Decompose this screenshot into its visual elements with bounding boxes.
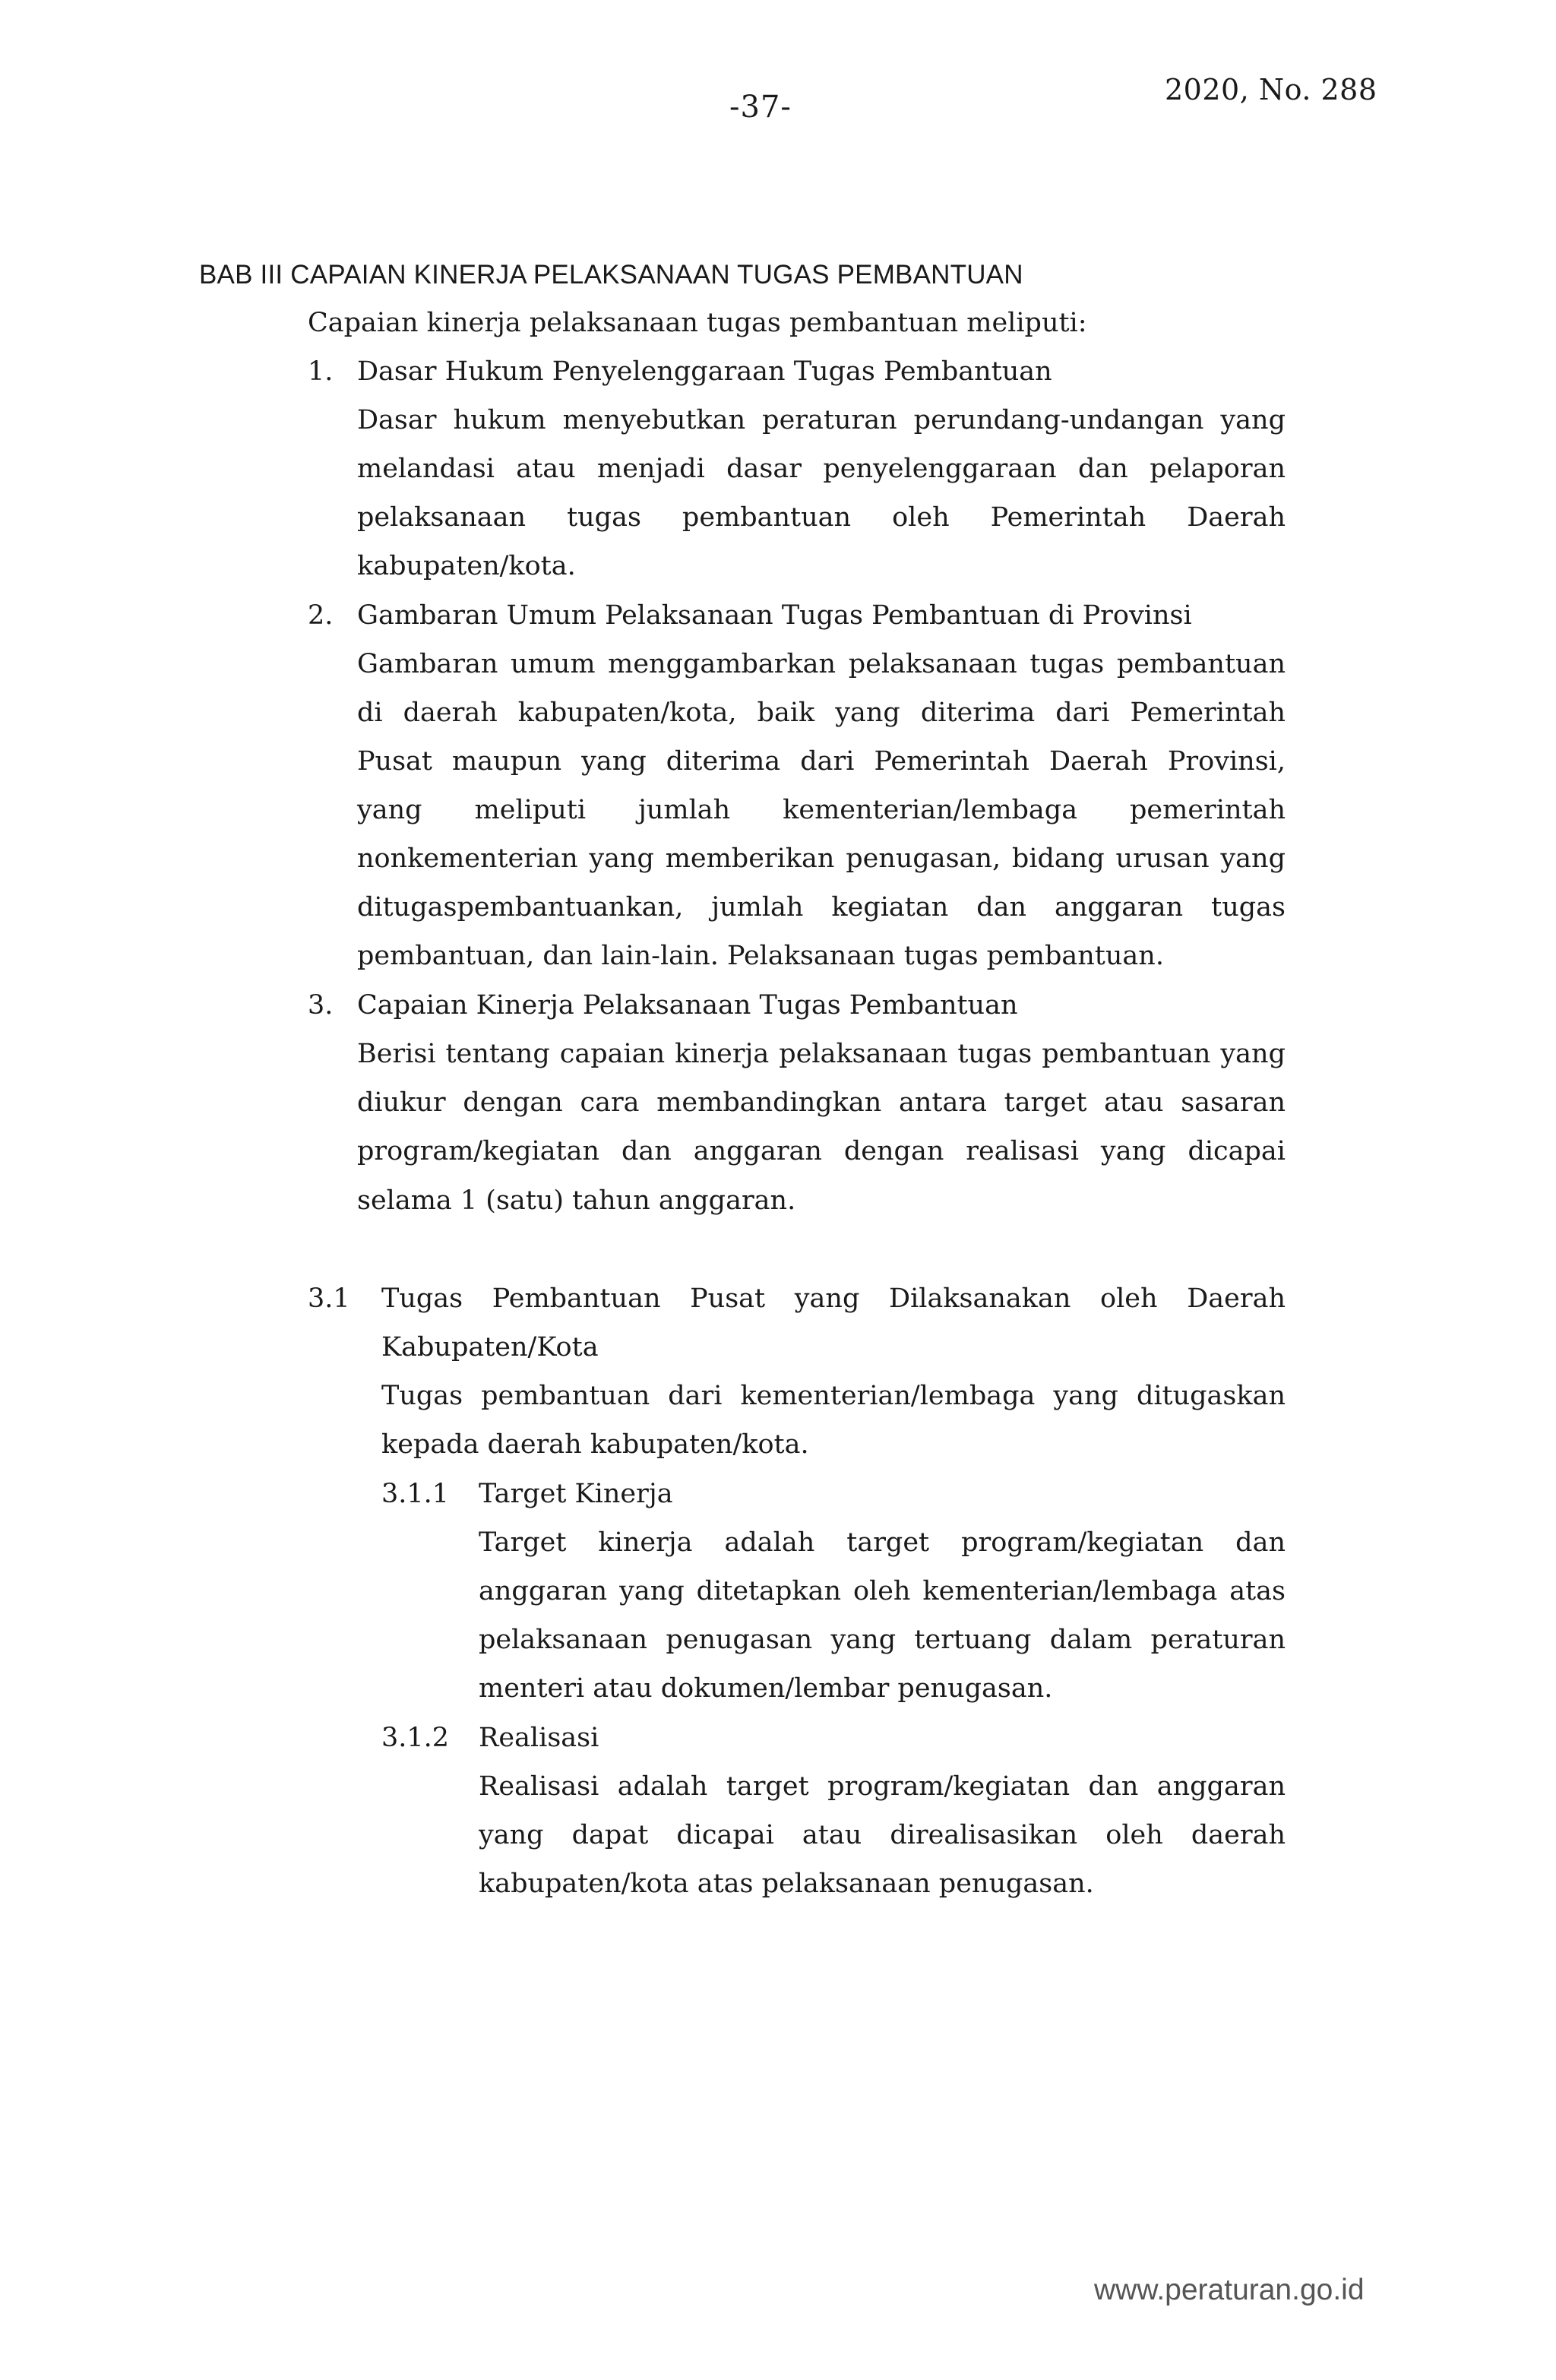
- sub-subsection-number: 3.1.2: [381, 1723, 450, 1753]
- list-item-number: 1.: [308, 356, 334, 387]
- paragraph-line: ditugaspembantuankan, jumlah kegiatan dan anggaran tugas: [357, 892, 1286, 923]
- subsection-number: 3.1: [308, 1283, 350, 1314]
- paragraph-line: Dasar hukum menyebutkan peraturan perundang-undangan yang: [357, 405, 1286, 435]
- paragraph-line: anggaran yang ditetapkan oleh kementerian/lembaga atas: [479, 1576, 1286, 1606]
- subsection-title-line: Kabupaten/Kota: [381, 1332, 599, 1362]
- paragraph-line: yang dapat dicapai atau direalisasikan oleh daerah: [479, 1820, 1286, 1850]
- paragraph-line: kabupaten/kota.: [357, 551, 576, 581]
- paragraph-line: melandasi atau menjadi dasar penyelenggaraan dan pelaporan: [357, 454, 1286, 484]
- paragraph-line: diukur dengan cara membandingkan antara target atau sasaran: [357, 1087, 1286, 1118]
- sub-subsection-number: 3.1.1: [381, 1479, 450, 1509]
- sub-subsection-title: Realisasi: [479, 1723, 599, 1753]
- chapter-heading: BAB III CAPAIAN KINERJA PELAKSANAAN TUGAS PEMBANTUAN: [199, 260, 1023, 290]
- paragraph-line: yang meliputi jumlah kementerian/lembaga pemerintah: [357, 795, 1286, 825]
- paragraph-line: menteri atau dokumen/lembar penugasan.: [479, 1673, 1053, 1704]
- list-item-title: Gambaran Umum Pelaksanaan Tugas Pembantuan di Provinsi: [357, 600, 1192, 631]
- paragraph-line: pelaksanaan penugasan yang tertuang dalam peraturan: [479, 1625, 1286, 1655]
- paragraph-line: Gambaran umum menggambarkan pelaksanaan tugas pembantuan: [357, 649, 1286, 679]
- paragraph-line: selama 1 (satu) tahun anggaran.: [357, 1185, 796, 1216]
- paragraph-line: Pusat maupun yang diterima dari Pemerintah Daerah Provinsi,: [357, 746, 1286, 777]
- paragraph-line: Realisasi adalah target program/kegiatan dan anggaran: [479, 1771, 1286, 1802]
- paragraph-line: kabupaten/kota atas pelaksanaan penugasan.: [479, 1869, 1094, 1899]
- paragraph-line: di daerah kabupaten/kota, baik yang diterima dari Pemerintah: [357, 698, 1286, 728]
- paragraph-line: Target kinerja adalah target program/kegiatan dan: [479, 1527, 1286, 1558]
- paragraph-line: pembantuan, dan lain-lain. Pelaksanaan tugas pembantuan.: [357, 941, 1164, 971]
- footer-url: www.peraturan.go.id: [1094, 2274, 1365, 2306]
- list-item-number: 3.: [308, 990, 334, 1021]
- chapter-intro: Capaian kinerja pelaksanaan tugas pembantuan meliputi:: [308, 308, 1087, 338]
- paragraph-line: kepada daerah kabupaten/kota.: [381, 1429, 809, 1460]
- subsection-title-line: Tugas Pembantuan Pusat yang Dilaksanakan oleh Daerah: [381, 1283, 1286, 1314]
- paragraph-line: Berisi tentang capaian kinerja pelaksanaan tugas pembantuan yang: [357, 1039, 1286, 1069]
- list-item-title: Dasar Hukum Penyelenggaraan Tugas Pembantuan: [357, 356, 1052, 387]
- paragraph-line: program/kegiatan dan anggaran dengan realisasi yang dicapai: [357, 1136, 1286, 1166]
- page-number: -37-: [729, 90, 792, 125]
- paragraph-line: pelaksanaan tugas pembantuan oleh Pemerintah Daerah: [357, 502, 1286, 533]
- sub-subsection-title: Target Kinerja: [479, 1479, 673, 1509]
- paragraph-line: Tugas pembantuan dari kementerian/lembaga yang ditugaskan: [381, 1381, 1286, 1411]
- list-item-title: Capaian Kinerja Pelaksanaan Tugas Pembantuan: [357, 990, 1018, 1021]
- list-item-number: 2.: [308, 600, 334, 631]
- document-reference: 2020, No. 288: [1165, 73, 1377, 106]
- paragraph-line: nonkementerian yang memberikan penugasan, bidang urusan yang: [357, 843, 1286, 874]
